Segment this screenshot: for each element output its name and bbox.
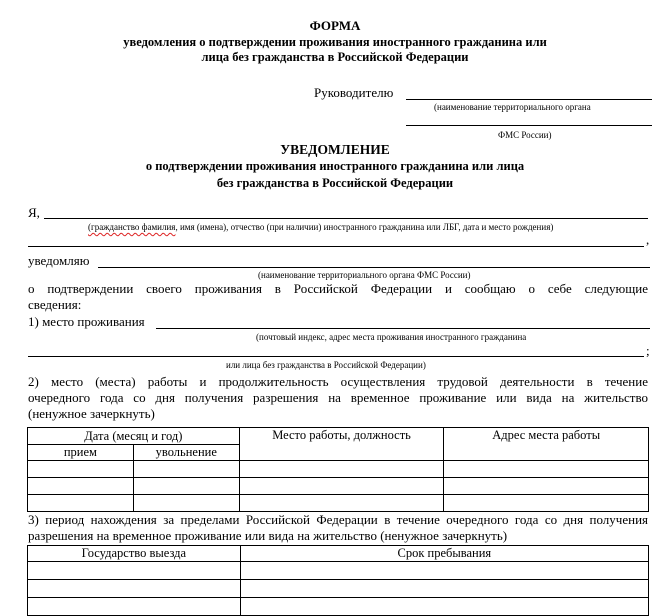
work-table-hire-header: прием bbox=[28, 445, 134, 461]
abroad-table bbox=[27, 545, 649, 616]
abroad-table-period-header: Срок пребывания bbox=[240, 546, 648, 562]
ya-hint bbox=[88, 222, 553, 232]
form-subtitle-line2: лица без гражданства в Российской Федерации bbox=[201, 50, 469, 64]
abroad-table-cell[interactable] bbox=[28, 562, 241, 580]
work-table-cell[interactable] bbox=[133, 478, 239, 495]
ya-line[interactable] bbox=[44, 218, 648, 219]
work-table-dismissal-header: увольнение bbox=[133, 445, 239, 461]
form-subtitle-line1: уведомления о подтверждении проживания иностранного гражданина или bbox=[123, 35, 547, 49]
work-table bbox=[27, 427, 649, 512]
notify-label: уведомляю bbox=[28, 253, 90, 268]
addressee-hint-2: ФМС России) bbox=[498, 130, 552, 140]
work-line-2: очередного года со дня получения разрешения на временное проживание или вида на жительство bbox=[28, 390, 648, 405]
ya-label: Я, bbox=[28, 205, 40, 220]
work-table-place-header: Место работы, должность bbox=[239, 428, 444, 461]
notice-subtitle-line1: о подтверждении проживания иностранного гражданина или лица bbox=[145, 159, 525, 173]
addressee-label: Руководителю bbox=[314, 85, 394, 100]
work-table-cell[interactable] bbox=[28, 461, 134, 478]
addressee-line-2[interactable] bbox=[406, 125, 652, 126]
abroad-table-cell[interactable] bbox=[28, 580, 241, 598]
semicolon: ; bbox=[646, 343, 650, 358]
addressee-line-1[interactable] bbox=[406, 99, 652, 100]
residence-line[interactable] bbox=[156, 328, 650, 329]
residence-line-2[interactable] bbox=[28, 356, 644, 357]
work-table-cell[interactable] bbox=[444, 461, 649, 478]
work-table-cell[interactable] bbox=[239, 495, 444, 512]
ya-line-2[interactable] bbox=[28, 246, 644, 247]
work-table-cell[interactable] bbox=[239, 461, 444, 478]
work-line-3: (ненужное зачеркнуть) bbox=[28, 406, 155, 421]
residence-label: 1) место проживания bbox=[28, 314, 145, 329]
abroad-line-1: 3) период нахождения за пределами Российской Федерации в течение очередного года со дня получения bbox=[28, 512, 648, 527]
abroad-line-2: разрешения на временное проживание или вида на жительство (ненужное зачеркнуть) bbox=[28, 528, 508, 543]
abroad-table-country-header: Государство выезда bbox=[28, 546, 241, 562]
form-title: ФОРМА bbox=[309, 18, 361, 33]
abroad-table-cell[interactable] bbox=[240, 598, 648, 616]
work-table-cell[interactable] bbox=[133, 461, 239, 478]
residence-hint: (почтовый индекс, адрес места проживания иностранного гражданина bbox=[256, 332, 527, 342]
residence-hint-2: или лица без гражданства в Российской Федерации) bbox=[226, 360, 426, 370]
work-table-cell[interactable] bbox=[28, 478, 134, 495]
abroad-table-cell[interactable] bbox=[28, 598, 241, 616]
work-table-cell[interactable] bbox=[28, 495, 134, 512]
notice-subtitle-line2: без гражданства в Российской Федерации bbox=[216, 176, 454, 190]
notify-hint: (наименование территориального органа ФМС России) bbox=[258, 270, 471, 280]
ya-hint-marked: (гражданство фамилия bbox=[88, 222, 176, 232]
work-table-cell[interactable] bbox=[133, 495, 239, 512]
intro-line-1: о подтверждении своего проживания в Российской Федерации и сообщаю о себе следующие bbox=[28, 281, 648, 296]
intro-line-2: сведения: bbox=[28, 297, 82, 312]
abroad-table-cell[interactable] bbox=[240, 580, 648, 598]
comma: , bbox=[646, 232, 650, 247]
work-table-address-header: Адрес места работы bbox=[444, 428, 649, 461]
work-table-cell[interactable] bbox=[239, 478, 444, 495]
work-table-date-header: Дата (месяц и год) bbox=[28, 428, 240, 445]
ya-hint-rest: , имя (имена), отчество (при наличии) иностранного гражданина или ЛБГ, дата и место рождения) bbox=[175, 222, 554, 232]
notify-line[interactable] bbox=[98, 267, 650, 268]
work-table-cell[interactable] bbox=[444, 495, 649, 512]
notice-title: УВЕДОМЛЕНИЕ bbox=[280, 142, 390, 157]
addressee-hint-1: (наименование территориального органа bbox=[434, 102, 591, 112]
work-table-cell[interactable] bbox=[444, 478, 649, 495]
abroad-table-cell[interactable] bbox=[240, 562, 648, 580]
work-line-1: 2) место (места) работы и продолжительность осуществления трудовой деятельности в течение bbox=[28, 374, 648, 389]
